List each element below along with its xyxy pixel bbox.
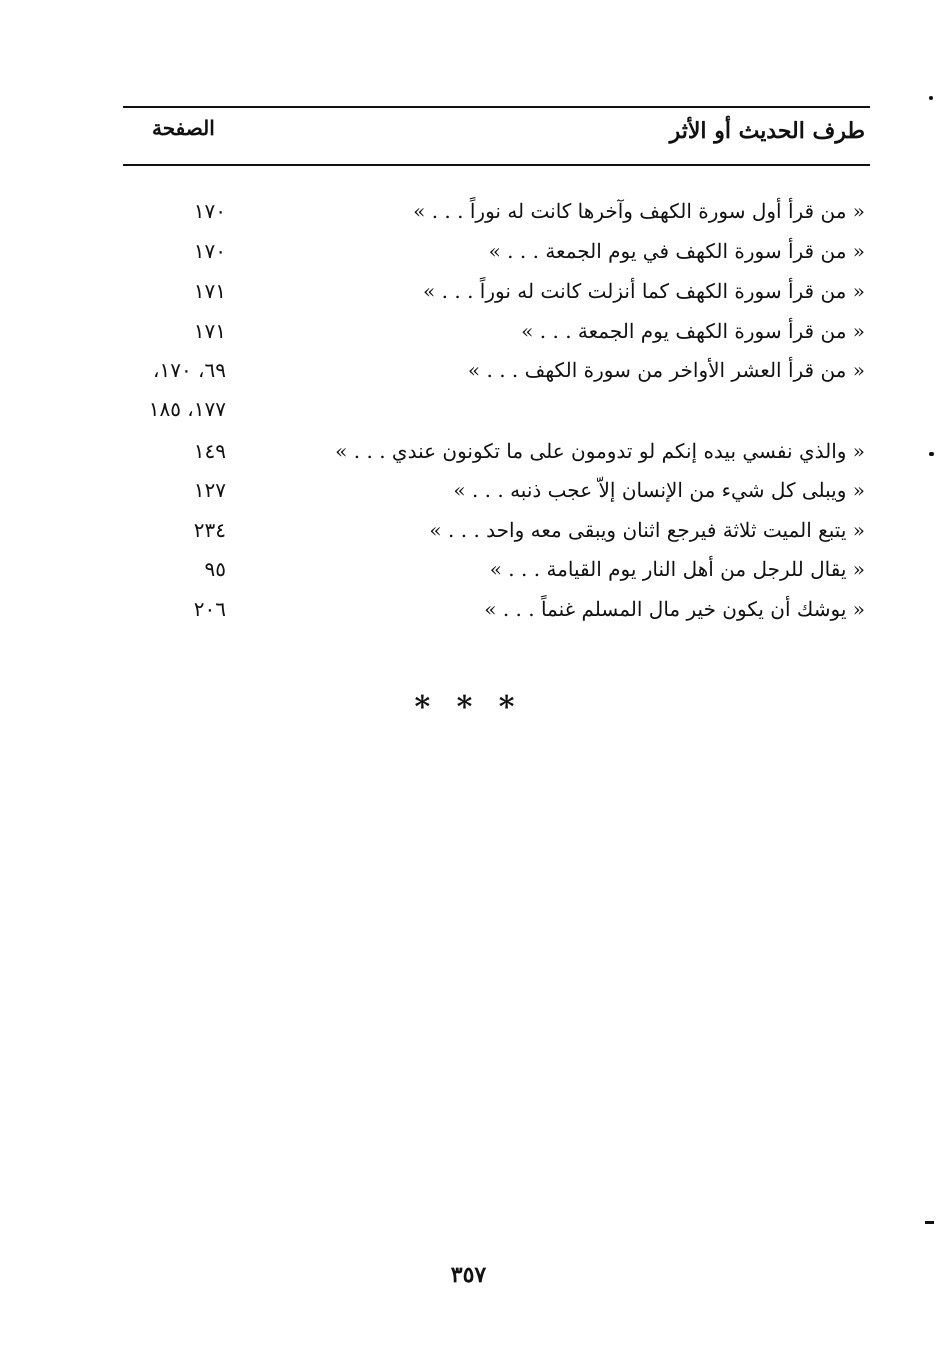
- entry-text: « يوشك أن يكون خير مال المسلم غنماً . . . »: [484, 597, 865, 621]
- scan-edge-mark: [929, 452, 934, 456]
- entry-page: ٦٩، ١٧٠،: [153, 358, 226, 382]
- column-header-page: الصفحة: [152, 116, 215, 140]
- entry-text: « من قرأ سورة الكهف يوم الجمعة . . . »: [521, 319, 865, 343]
- entry-page: ٢٣٤: [193, 518, 226, 542]
- entry-text: « ويبلى كل شيء من الإنسان إلاّ عجب ذنبه . . . »: [453, 478, 865, 502]
- entry-page: ١٧١: [193, 279, 226, 303]
- entry-page: ١٢٧: [193, 478, 226, 502]
- entry-page: ١٧١: [193, 319, 226, 343]
- entry-text: « من قرأ العشر الأواخر من سورة الكهف . . . »: [467, 358, 865, 382]
- scan-edge-mark: [925, 1221, 934, 1224]
- entry-text: « والذي نفسي بيده إنكم لو تدومون على ما تكونون عندي . . . »: [335, 439, 865, 463]
- entry-page: ١٤٩: [193, 439, 226, 463]
- entry-page: ٢٠٦: [193, 597, 226, 621]
- entry-text: « من قرأ أول سورة الكهف وآخرها كانت له نوراً . . . »: [413, 199, 865, 223]
- entry-text: « يتبع الميت ثلاثة فيرجع اثنان ويبقى معه واحد . . . »: [429, 518, 865, 542]
- entry-page: ١٧٠: [193, 239, 226, 263]
- entry-page: ١٧٠: [193, 199, 226, 223]
- entry-text: « من قرأ سورة الكهف في يوم الجمعة . . . »: [488, 239, 865, 263]
- header-bottom-rule: [123, 164, 870, 166]
- header-top-rule: [123, 106, 870, 108]
- column-header-hadith: طرف الحديث أو الأثر: [669, 118, 865, 144]
- entry-page: ١٧٧، ١٨٥: [148, 397, 226, 421]
- section-separator: * * *: [414, 690, 523, 725]
- entry-text: « يقال للرجل من أهل النار يوم القيامة . . . »: [489, 557, 865, 581]
- entry-text: « من قرأ سورة الكهف كما أنزلت كانت له نوراً . . . »: [423, 279, 865, 303]
- entry-page: ٩٥: [204, 557, 226, 581]
- page-number: ٣٥٧: [450, 1262, 487, 1288]
- scan-edge-mark: [929, 96, 933, 100]
